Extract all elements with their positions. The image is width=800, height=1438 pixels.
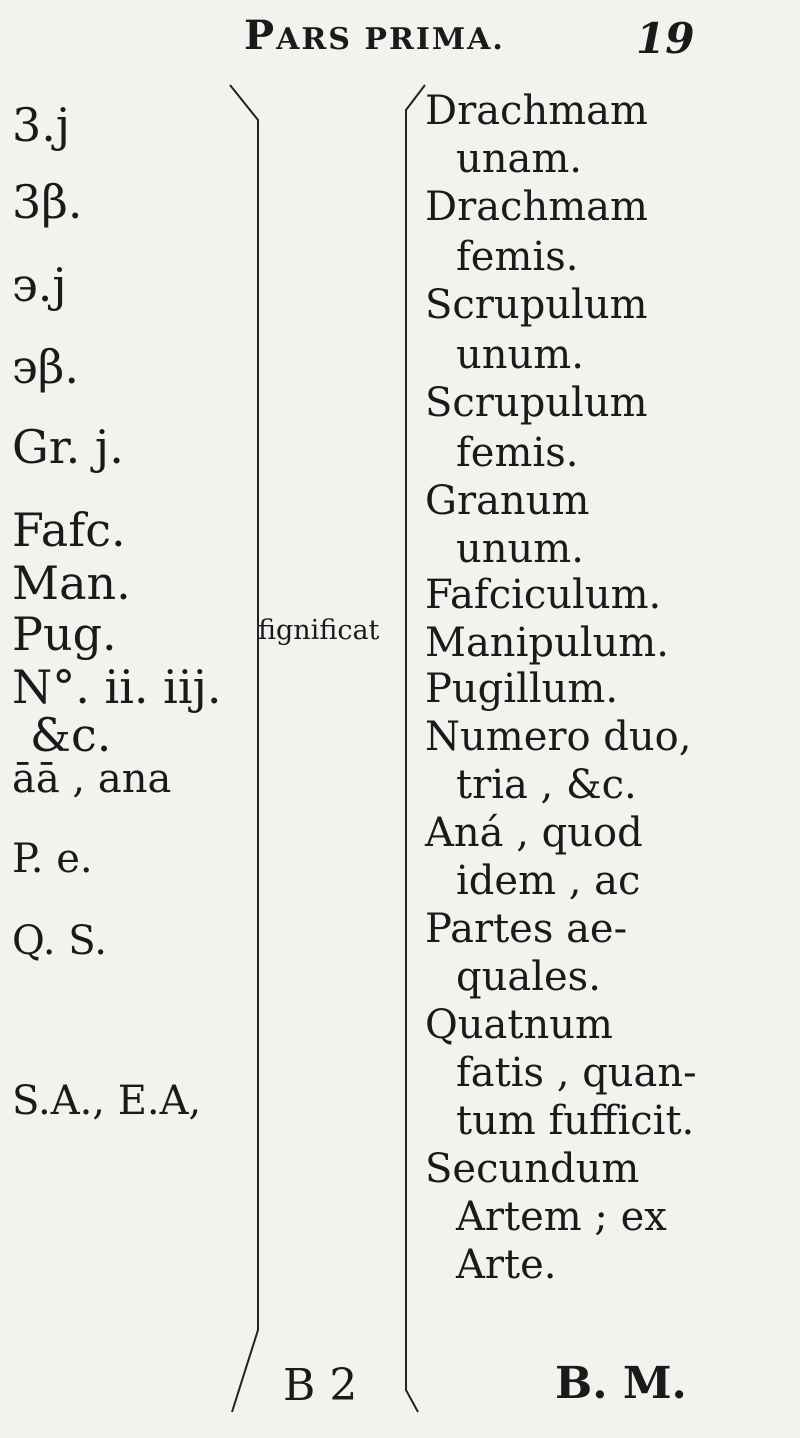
abbrev-half-scruple: ϶β. (12, 340, 79, 394)
abbrev-secundum-artem: S.A., E.A, (12, 1078, 202, 1124)
abbrev-ana: āā , ana (12, 756, 172, 802)
meaning-line: Quatnum (425, 1002, 613, 1048)
meaning-line: Numero duo, (425, 714, 692, 760)
abbrev-pugil: Pug. (12, 607, 117, 661)
left-brace (230, 85, 258, 1412)
meaning-line: Drachmam (425, 88, 648, 134)
meaning-line: Drachmam (425, 184, 648, 230)
meaning-line: femis. (456, 430, 579, 476)
abbrev-scruple: ϶.j (12, 258, 67, 312)
meaning-line: Scrupulum (425, 380, 648, 426)
meaning-line: unam. (456, 136, 583, 182)
meaning-line: Aná , quod (425, 810, 643, 856)
catchword: B. M. (555, 1358, 687, 1409)
meaning-line: unum. (456, 526, 584, 572)
meaning-line: Scrupulum (425, 282, 648, 328)
abbrev-number: N°. ii. iij. (12, 660, 222, 714)
abbrev-handful: Man. (12, 556, 131, 610)
page-number: 19 (636, 14, 695, 63)
abbrev-etc: &c. (30, 708, 112, 762)
meaning-line: Granum (425, 478, 590, 524)
meaning-line: Artem ; ex (456, 1194, 667, 1240)
meaning-line: Fafciculum. (425, 572, 662, 618)
meaning-line: Pugillum. (425, 666, 619, 712)
meaning-line: Manipulum. (425, 620, 669, 666)
abbrev-fascicle: Fafc. (12, 503, 126, 557)
meaning-line: Partes ae- (425, 906, 628, 952)
meaning-line: fatis , quan- (456, 1050, 697, 1096)
meaning-line: Arte. (456, 1242, 557, 1288)
right-brace (406, 85, 425, 1412)
abbrev-grain: Gr. j. (12, 420, 124, 474)
abbrev-drachm: 3.j (12, 98, 71, 152)
abbrev-equal-parts: P. e. (12, 836, 93, 882)
signature-mark: B 2 (283, 1360, 358, 1411)
meaning-line: Secundum (425, 1146, 640, 1192)
running-head-initial: P (244, 12, 277, 59)
connector-word: fignificat (258, 615, 380, 646)
meaning-line: tria , &c. (456, 762, 637, 808)
running-head-rest: ARS PRIMA. (276, 22, 505, 57)
meaning-line: unum. (456, 332, 584, 378)
abbrev-quantum-satis: Q. S. (12, 918, 107, 964)
meaning-line: femis. (456, 234, 579, 280)
abbrev-half-drachm: 3β. (12, 175, 83, 229)
meaning-line: idem , ac (456, 858, 641, 904)
meaning-line: quales. (456, 954, 601, 1000)
meaning-line: tum fufficit. (456, 1098, 695, 1144)
